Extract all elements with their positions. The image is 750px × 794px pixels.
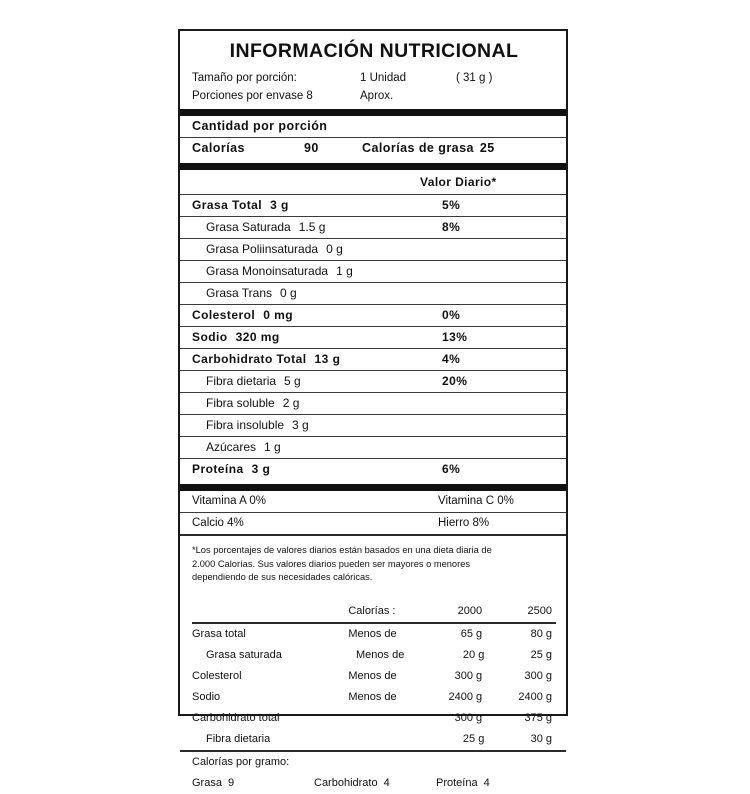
nutrient-daily-value: 4%	[442, 352, 461, 366]
nutrient-name: Sodio	[192, 330, 228, 344]
dv-table-row	[192, 729, 556, 750]
nutrient-daily-value: 0%	[442, 308, 461, 322]
nutrient-name: Fibra dietaria	[206, 374, 277, 388]
servings-per-container-note: Aprox.	[360, 90, 394, 102]
nutrition-facts-panel	[178, 29, 568, 789]
dv-table-row-value-2500: 375 g	[524, 711, 552, 724]
dv-table-row	[192, 624, 556, 645]
calories-per-gram-header: Calorías por gramo:	[192, 755, 290, 768]
dv-table-row-label: Sodio	[192, 690, 221, 703]
dv-table-header-label	[192, 601, 348, 622]
nutrient-name: Grasa Poliinsaturada	[206, 242, 319, 256]
nutrient-amount: 1 g	[264, 440, 281, 454]
dv-table-header-calories: Calorías :	[348, 604, 396, 617]
micronutrient-right: Vitamina C 0%	[438, 495, 514, 507]
micronutrient-row	[180, 513, 566, 534]
dv-table-header-col2: 2500	[527, 604, 552, 617]
nutrient-daily-value: 6%	[442, 462, 461, 476]
dv-table-row-value-2500: 2400 g	[518, 690, 552, 703]
servings-per-container-row	[192, 87, 556, 105]
dv-table-row-label: Fibra dietaria	[206, 732, 271, 745]
dv-table-row-value-2500: 300 g	[524, 669, 552, 682]
micronutrient-left: Calcio 4%	[192, 517, 244, 529]
dv-table-header-col1: 2000	[457, 604, 483, 617]
dv-table-header-row	[192, 601, 556, 622]
dv-table-row-value-2000: 25 g	[462, 732, 485, 745]
dv-table-row-value-2000: 300 g	[454, 711, 483, 724]
calories-per-gram-item-label: Proteína	[436, 776, 478, 789]
dv-table-row-qualifier: Menos de	[348, 627, 397, 640]
nutrient-amount: 3 g	[292, 418, 309, 432]
nutrient-name: Grasa Saturada	[206, 220, 291, 234]
nutrient-daily-value: 5%	[442, 198, 461, 212]
nutrient-row	[180, 195, 566, 216]
micronutrient-row	[180, 491, 566, 512]
calories-value: 90	[304, 141, 319, 155]
footnote-line: 2.000 Calorías. Sus valores diarios pueden ser mayores o menores	[192, 558, 471, 569]
calories-per-gram-row	[192, 773, 556, 794]
dv-table-row-label: Grasa total	[192, 627, 246, 640]
dv-table-row	[192, 708, 556, 729]
dv-table-row-value-2000: 65 g	[460, 627, 483, 640]
dv-table-row	[192, 666, 556, 687]
dv-table-row-value-2500: 25 g	[530, 648, 553, 661]
nutrient-amount: 1.5 g	[298, 220, 326, 234]
calories-per-gram-item-value: 9	[227, 776, 235, 789]
calories-per-gram-item	[314, 773, 436, 794]
calories-row	[180, 138, 566, 159]
nutrient-row	[180, 459, 566, 480]
dv-table-row-qualifier	[348, 708, 428, 729]
nutrient-amount: 0 mg	[263, 308, 293, 322]
nutrient-list	[180, 194, 566, 480]
dv-table-row	[192, 687, 556, 708]
calories-per-gram-item	[192, 773, 314, 794]
serving-size-value: 1 Unidad	[360, 72, 407, 84]
nutrient-name: Proteína	[192, 462, 244, 476]
amount-per-serving-header: Cantidad por porción	[192, 119, 328, 133]
nutrient-daily-value: 8%	[442, 220, 461, 234]
nutrient-row	[180, 261, 566, 282]
nutrient-name: Fibra insoluble	[206, 418, 285, 432]
dv-table-row-qualifier	[356, 729, 433, 750]
nutrient-amount: 13 g	[314, 352, 341, 366]
dv-table-body	[192, 624, 556, 750]
dv-table-row-value-2000: 20 g	[462, 648, 485, 661]
footnote	[180, 536, 566, 591]
nutrient-row	[180, 305, 566, 326]
dv-table-row-value-2500: 30 g	[530, 732, 553, 745]
divider-thick-mid	[180, 163, 566, 170]
daily-value-header-text: Valor Diario*	[420, 175, 497, 189]
calories-from-fat-value: 25	[479, 141, 495, 155]
nutrient-amount: 0 g	[280, 286, 297, 300]
calories-per-gram-item-value: 4	[383, 776, 390, 789]
dv-table-row-value-2500: 80 g	[530, 627, 552, 640]
nutrient-daily-value: 20%	[442, 374, 468, 388]
daily-values-table	[180, 601, 566, 750]
nutrient-amount: 5 g	[284, 374, 301, 388]
nutrient-amount: 0 g	[326, 242, 343, 256]
serving-size-weight: ( 31 g )	[456, 72, 493, 84]
servings-per-container-label: Porciones por envase 8	[192, 90, 313, 102]
dv-table-row-qualifier: Menos de	[356, 648, 405, 661]
nutrient-row	[180, 393, 566, 414]
calories-per-gram-item-value: 4	[483, 776, 490, 789]
nutrient-amount: 3 g	[251, 462, 271, 476]
serving-size-label: Tamaño por porción:	[192, 72, 297, 84]
nutrient-name: Grasa Monoinsaturada	[206, 264, 329, 278]
dv-table-row-label: Grasa saturada	[206, 648, 282, 661]
nutrient-row	[180, 349, 566, 370]
nutrient-name: Grasa Total	[192, 198, 263, 212]
nutrient-row	[180, 283, 566, 304]
dv-table-row-label: Colesterol	[192, 669, 242, 682]
page-title: INFORMACIÓN NUTRICIONAL	[229, 40, 519, 62]
serving-size-row	[192, 69, 556, 87]
nutrient-amount: 2 g	[282, 396, 300, 410]
daily-value-header	[180, 170, 566, 194]
micronutrient-right: Hierro 8%	[438, 517, 490, 529]
calories-per-gram-item-label: Carbohidrato	[314, 776, 378, 789]
nutrient-name: Grasa Trans	[206, 286, 273, 300]
nutrient-name: Fibra soluble	[206, 396, 275, 410]
calories-label: Calorías	[192, 141, 245, 155]
footnote-line: dependiendo de sus necesidades calóricas.	[192, 572, 373, 582]
micronutrient-list	[180, 491, 566, 534]
divider-thick-top	[180, 109, 566, 116]
micronutrient-left: Vitamina A 0%	[192, 495, 266, 507]
nutrient-name: Colesterol	[192, 308, 256, 322]
nutrient-daily-value: 13%	[442, 330, 468, 344]
calories-per-gram-block	[180, 752, 566, 794]
nutrient-row	[180, 327, 566, 348]
divider-thick-vitamins	[180, 484, 566, 491]
calories-per-gram-item-label: Grasa	[192, 776, 222, 789]
dv-table-row-label: Carbohidrato total	[192, 711, 280, 724]
calories-from-fat-label: Calorías de grasa	[362, 141, 474, 155]
dv-table-row-value-2000: 2400 g	[448, 690, 483, 703]
nutrient-name: Carbohidrato Total	[192, 352, 307, 366]
nutrient-row	[180, 371, 566, 392]
nutrient-row	[180, 415, 566, 436]
nutrient-amount: 320 mg	[235, 330, 280, 344]
dv-table-row-qualifier: Menos de	[348, 690, 397, 703]
serving-info-block	[180, 69, 566, 105]
nutrient-amount: 3 g	[270, 198, 289, 212]
nutrient-amount: 1 g	[336, 264, 353, 278]
dv-table-row-value-2000: 300 g	[454, 669, 483, 682]
nutrient-row	[180, 217, 566, 238]
dv-table-row-qualifier: Menos de	[348, 669, 397, 682]
calories-per-gram-item	[436, 773, 490, 794]
nutrient-row	[180, 239, 566, 260]
footnote-line: *Los porcentajes de valores diarios están basados en una dieta diaria de	[192, 545, 492, 555]
dv-table-row	[192, 645, 556, 666]
nutrient-row	[180, 437, 566, 458]
nutrient-name: Azúcares	[206, 440, 257, 454]
